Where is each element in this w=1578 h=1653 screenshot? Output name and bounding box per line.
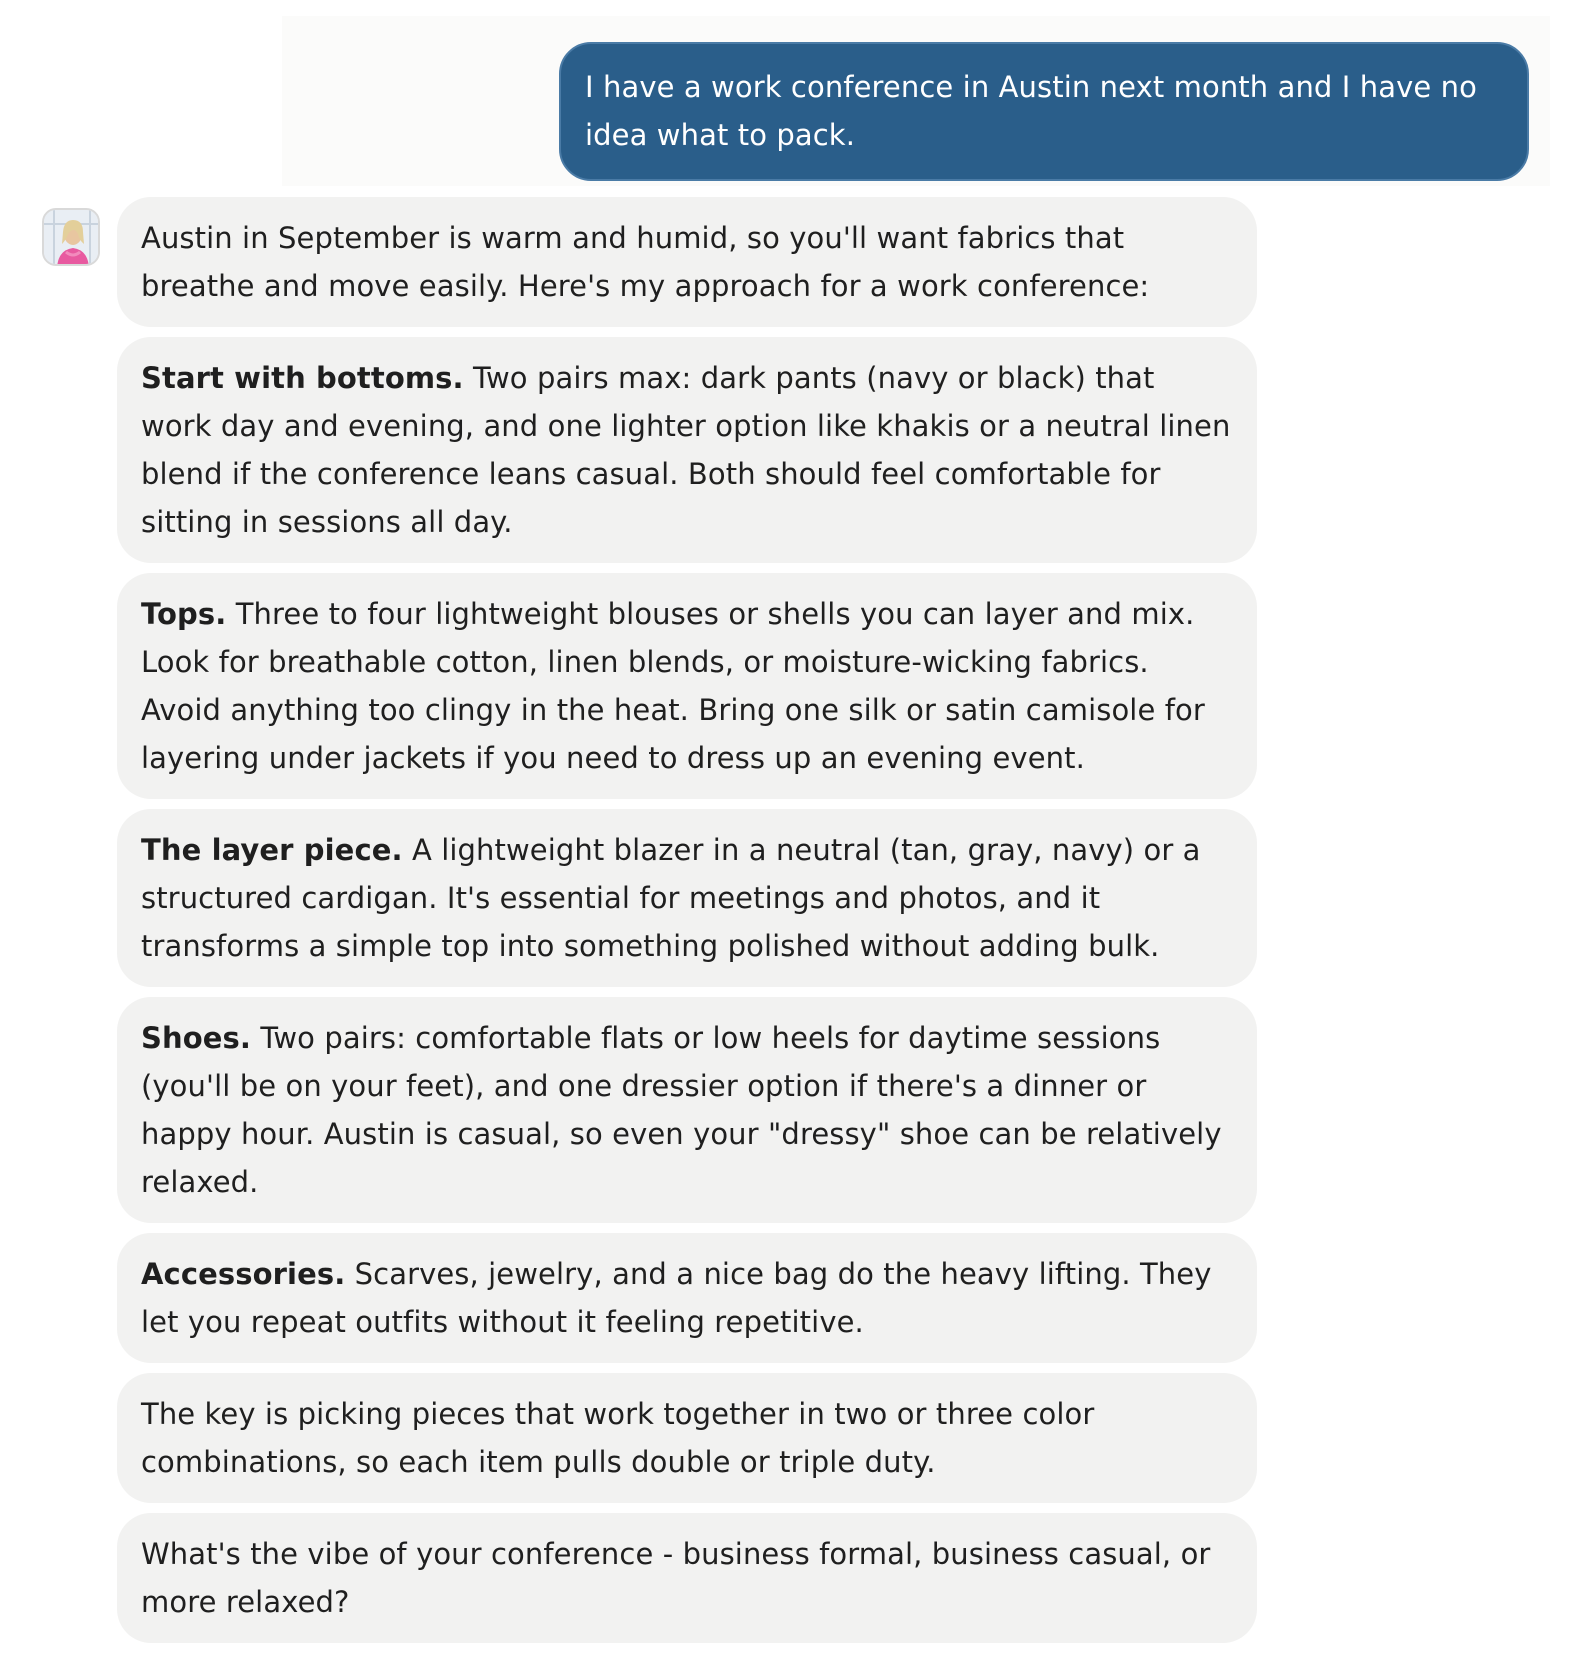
assistant-avatar bbox=[42, 208, 100, 266]
message-text: Austin in September is warm and humid, so you'll want fabrics that breathe and move easily. Here's my approach for a work conference: bbox=[141, 221, 1150, 303]
message-lead: The layer piece. bbox=[141, 833, 403, 867]
assistant-message bbox=[117, 337, 1257, 563]
message-text: The key is picking pieces that work together in two or three color combinations, so each item pulls double or triple duty. bbox=[141, 1397, 1095, 1479]
message-text: A lightweight blazer in a neutral (tan, gray, navy) or a structured cardigan. It's essential for meetings and photos, and it transforms a simple top into something polished without adding bulk. bbox=[141, 833, 1201, 963]
message-text: Two pairs: comfortable flats or low heels for daytime sessions (you'll be on your feet), and one dressier option if there's a dinner or happy hour. Austin is casual, so even your "dressy" shoe can be relatively relaxed. bbox=[141, 1021, 1222, 1199]
assistant-message bbox=[117, 573, 1257, 799]
message-lead: Accessories. bbox=[141, 1257, 346, 1291]
message-text: Scarves, jewelry, and a nice bag do the heavy lifting. They let you repeat outfits without it feeling repetitive. bbox=[141, 1257, 1212, 1339]
message-text: Two pairs max: dark pants (navy or black) that work day and evening, and one lighter option like khakis or a neutral linen blend if the conference leans casual. Both should feel comfortable for sitting in sessions all day. bbox=[141, 361, 1231, 539]
assistant-message bbox=[117, 1233, 1257, 1363]
message-text: Three to four lightweight blouses or shells you can layer and mix. Look for breathable cotton, linen blends, or moisture-wicking fabrics. Avoid anything too clingy in the heat. Bring one silk or satin camisole for layering under jackets if you need to dress up an evening event. bbox=[141, 597, 1205, 775]
assistant-message bbox=[117, 997, 1257, 1223]
message-lead: Shoes. bbox=[141, 1021, 252, 1055]
assistant-message bbox=[117, 809, 1257, 987]
assistant-message bbox=[117, 1373, 1257, 1503]
assistant-thread bbox=[117, 197, 1257, 1653]
assistant-message bbox=[117, 197, 1257, 327]
user-message-bubble: I have a work conference in Austin next month and I have no idea what to pack. bbox=[559, 42, 1529, 181]
message-lead: Start with bottoms. bbox=[141, 361, 464, 395]
assistant-message bbox=[117, 1513, 1257, 1643]
avatar-photo-icon bbox=[44, 210, 100, 266]
user-message-row bbox=[282, 16, 1550, 186]
message-text: What's the vibe of your conference - business formal, business casual, or more relaxed? bbox=[141, 1537, 1211, 1619]
message-lead: Tops. bbox=[141, 597, 227, 631]
